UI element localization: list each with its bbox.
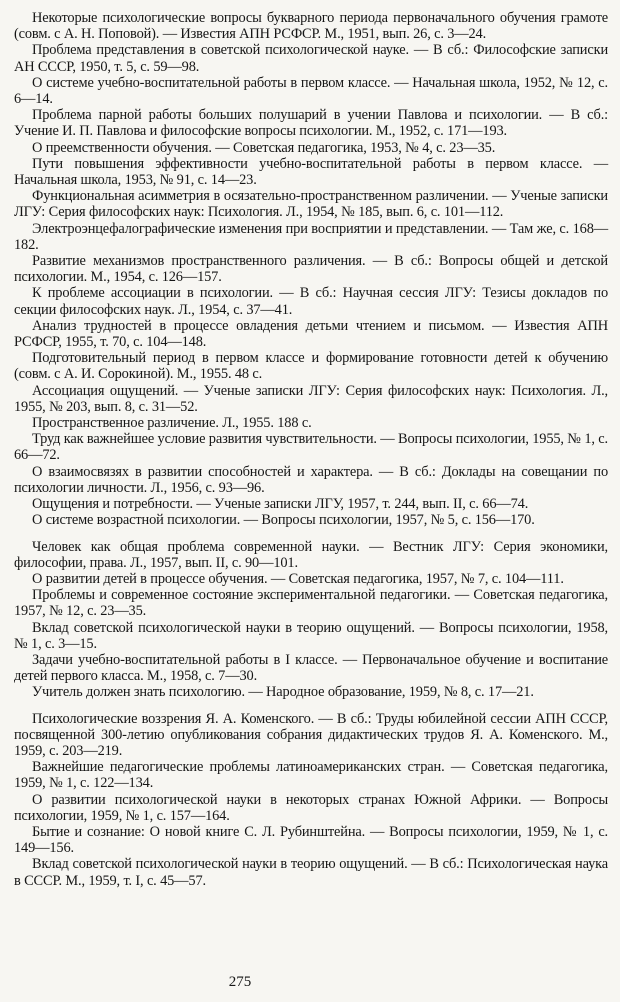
bibliography-entry: О развитии психологической науки в некоторых странах Южной Африки. — Вопросы психологии, 1959, № 1, с. 157—164. bbox=[14, 791, 608, 824]
bibliography-entry: Пути повышения эффективности учебно-воспитательной работы в первом классе. — Начальная школа, 1953, № 91, с. 14—23. bbox=[14, 155, 608, 189]
page-number: 275 bbox=[228, 974, 252, 990]
bibliography-entry: Развитие механизмов пространственного различения. — В сб.: Вопросы общей и детской психологии. М., 1954, с. 126—157. bbox=[14, 253, 608, 286]
bibliography-entry: Задачи учебно-воспитательной работы в I классе. — Первоначальное обучение и воспитание детей первого класса. М., 1958, с. 7—30. bbox=[14, 651, 608, 685]
bibliography-entry: Ощущения и потребности. — Ученые записки ЛГУ, 1957, т. 244, вып. II, с. 66—74. bbox=[32, 496, 529, 513]
bibliography-entry: Человек как общая проблема современной науки. — Вестник ЛГУ: Серия экономики, философии, права. Л., 1957, вып. II, с. 90—101. bbox=[14, 538, 608, 571]
bibliography-entry: Проблемы и современное состояние экспериментальной педагогики. — Советская педагогика, 1957, № 12, с. 23—35. bbox=[14, 587, 608, 620]
bibliography-entry: О системе возрастной психологии. — Вопросы психологии, 1957, № 5, с. 156—170. bbox=[32, 512, 535, 529]
bibliography-entry: Проблема представления в советской психологической науке. — В сб.: Философские записки АН СССР, 1950, т. 5, с. 59—98. bbox=[14, 42, 608, 75]
bibliography-entry: Функциональная асимметрия в осязательно-пространственном различении. — Ученые записки ЛГУ: Серия философских наук: Психология. Л., 1954, № 185, вып. 6, с. 101—112. bbox=[14, 188, 608, 221]
bibliography-entry: Пространственное различение. Л., 1955. 188 с. bbox=[32, 415, 312, 432]
bibliography-entry: Важнейшие педагогические проблемы латиноамериканских стран. — Советская педагогика, 1959, № 1, с. 122—134. bbox=[14, 759, 608, 792]
bibliography-entry: Бытие и сознание: О новой книге С. Л. Рубинштейна. — Вопросы психологии, 1959, № 1, с. 149—156. bbox=[14, 823, 608, 857]
bibliography-entry: Ассоциация ощущений. — Ученые записки ЛГУ: Серия философских наук: Психология. Л., 1955, № 203, вып. 8, с. 31—52. bbox=[14, 382, 608, 415]
bibliography-entry: Проблема парной работы больших полушарий в учении Павлова и психологии. — В сб.: Учение И. П. Павлова и философские вопросы психологии. М., 1952, с. 171—193. bbox=[14, 107, 608, 140]
bibliography-entry: К проблеме ассоциации в психологии. — В сб.: Научная сессия ЛГУ: Тезисы докладов по секции философских наук. Л., 1954, с. 37—41. bbox=[14, 285, 608, 318]
bibliography-entry: Вклад советской психологической науки в теорию ощущений. — В сб.: Психологическая наука в СССР. М., 1959, т. I, с. 45—57. bbox=[14, 856, 608, 889]
bibliography-entry: О преемственности обучения. — Советская педагогика, 1953, № 4, с. 23—35. bbox=[32, 139, 496, 156]
bibliography-entry: Труд как важнейшее условие развития чувствительности. — Вопросы психологии, 1955, № 1, с. 66—72. bbox=[14, 431, 608, 464]
bibliography-list bbox=[14, 10, 608, 889]
bibliography-entry: Некоторые психологические вопросы букварного периода первоначального обучения грамоте (совм. с А. Н. Поповой). — Известия АПН РСФСР. М., 1951, вып. 26, с. 3—24. bbox=[14, 10, 608, 43]
bibliography-entry: Электроэнцефалографические изменения при восприятии и представлении. — Там же, с. 168—182. bbox=[14, 220, 608, 253]
bibliography-entry: Подготовительный период в первом классе и формирование готовности детей к обучению (совм. с А. И. Сорокиной). М., 1955. 48 с. bbox=[14, 350, 608, 383]
bibliography-entry: Психологические воззрения Я. А. Коменского. — В сб.: Труды юбилейной сессии АПН СССР, посвященной 300-летию опубликования собрания дидактических трудов Я. А. Коменского. М., 1959, с. 203—219. bbox=[14, 710, 608, 759]
bibliography-entry: Учитель должен знать психологию. — Народное образование, 1959, № 8, с. 17—21. bbox=[32, 684, 534, 701]
bibliography-entry: О системе учебно-воспитательной работы в первом классе. — Начальная школа, 1952, № 12, с. 6—14. bbox=[14, 74, 608, 108]
bibliography-entry: Анализ трудностей в процессе овладения детьми чтением и письмом. — Известия АПН РСФСР, 1955, т. 70, с. 104—148. bbox=[14, 317, 608, 351]
bibliography-entry: Вклад советской психологической науки в теорию ощущений. — Вопросы психологии, 1958, № 1, с. 3—15. bbox=[14, 619, 608, 652]
bibliography-entry: О взаимосвязях в развитии способностей и характера. — В сб.: Доклады на совещании по психологии личности. Л., 1956, с. 93—96. bbox=[14, 463, 608, 496]
bibliography-entry: О развитии детей в процессе обучения. — Советская педагогика, 1957, № 7, с. 104—111. bbox=[32, 570, 564, 587]
